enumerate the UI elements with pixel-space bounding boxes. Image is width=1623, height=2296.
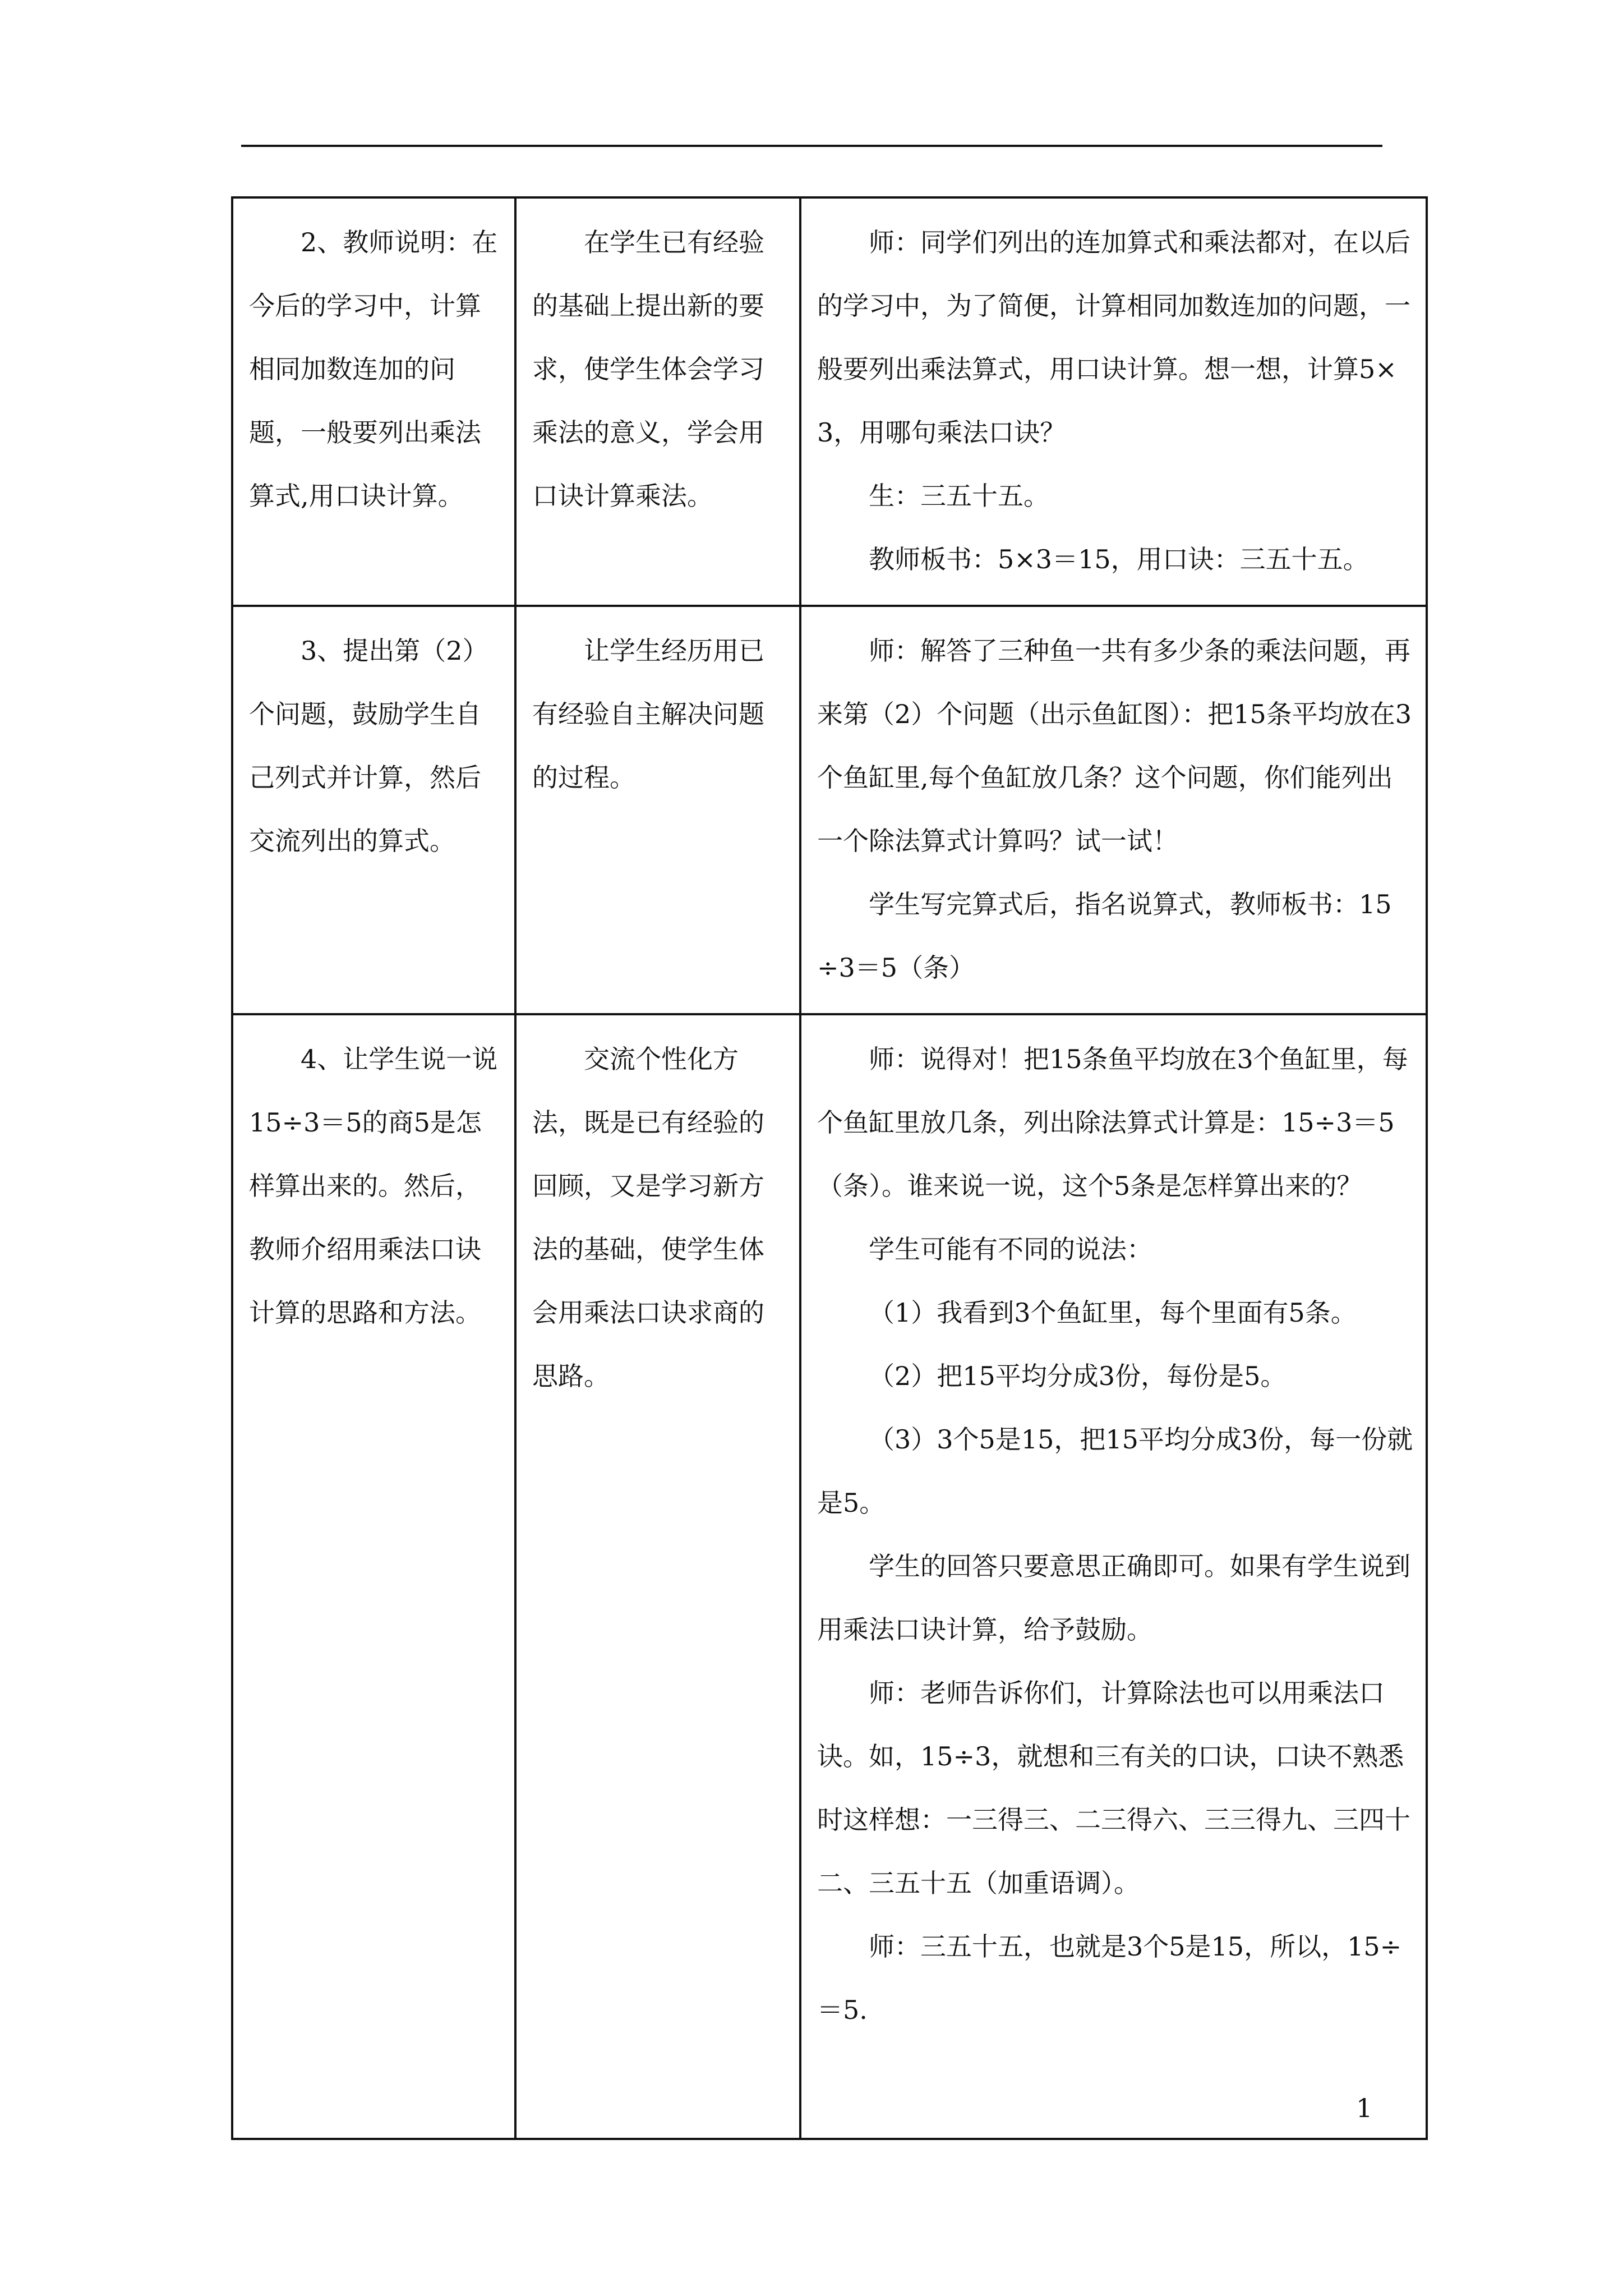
activity-paragraph: 学生的回答只要意思正确即可。如果有学生说到用乘法口诀计算，给予鼓励。 — [817, 1551, 1410, 1645]
header-rule — [241, 145, 1382, 147]
activity-paragraph: 师：说得对！把15条鱼平均放在3个鱼缸里，每个鱼缸里放几条，列出除法算式计算是：15÷3＝5（条）。谁来说一说，这个5条是怎样算出来的？ — [817, 1044, 1408, 1201]
activity-paragraph: 师：同学们列出的连加算式和乘法都对，在以后的学习中，为了简便，计算相同加数连加的问题，一般要列出乘法算式，用口诀计算。想一想，计算5×3，用哪句乘法口诀？ — [817, 227, 1410, 448]
activity-cell — [800, 197, 1427, 606]
step-cell: 4、让学生说一说15÷3＝5的商5是怎样算出来的。然后，教师介绍用乘法口诀计算的思路和方法。 — [232, 1014, 515, 2139]
activity-paragraph: 教师板书：5×3＝15，用口诀：三五十五。 — [869, 544, 1369, 574]
lesson-plan-table — [231, 196, 1428, 2140]
activity-paragraph: 师：老师告诉你们，计算除法也可以用乘法口诀。如，15÷3，就想和三有关的口诀，口诀不熟悉时这样想：一三得三、二三得六、三三得九、三四十二、三五十五（加重语调）。 — [817, 1678, 1410, 1898]
activity-paragraph: （3）3个5是15，把15平均分成3份，每一份就是5。 — [817, 1424, 1413, 1518]
activity-cell — [800, 1014, 1427, 2139]
intent-cell: 让学生经历用已有经验自主解决问题的过程。 — [515, 606, 800, 1014]
intent-cell: 在学生已有经验的基础上提出新的要求，使学生体会学习乘法的意义，学会用口诀计算乘法。 — [515, 197, 800, 606]
activity-paragraph: 学生可能有不同的说法： — [869, 1234, 1152, 1264]
intent-cell: 交流个性化方法，既是已有经验的回顾，又是学习新方法的基础，使学生体会用乘法口诀求商的思路。 — [515, 1014, 800, 2139]
table-row — [232, 1014, 1427, 2139]
activity-paragraph: （2）把15平均分成3份，每份是5。 — [869, 1361, 1287, 1391]
page-number: 1 — [1356, 2093, 1373, 2123]
activity-paragraph: 学生写完算式后，指名说算式，教师板书：15÷3＝5（条） — [817, 889, 1392, 983]
step-cell: 2、教师说明：在今后的学习中，计算相同加数连加的问题，一般要列出乘法算式,用口诀计算。 — [232, 197, 515, 606]
activity-cell — [800, 606, 1427, 1014]
activity-paragraph: （1）我看到3个鱼缸里，每个里面有5条。 — [869, 1297, 1357, 1328]
activity-paragraph: 师：解答了三种鱼一共有多少条的乘法问题，再来第（2）个问题（出示鱼缸图）：把15条平均放在3个鱼缸里,每个鱼缸放几条？这个问题，你们能列出一个除法算式计算吗？试一试！ — [817, 636, 1412, 856]
table-row — [232, 606, 1427, 1014]
activity-paragraph: 师：三五十五，也就是3个5是15，所以，15÷＝5. — [817, 1931, 1402, 2025]
step-cell: 3、提出第（2）个问题，鼓励学生自己列式并计算，然后交流列出的算式。 — [232, 606, 515, 1014]
activity-paragraph: 生：三五十五。 — [869, 481, 1049, 511]
table-row — [232, 197, 1427, 606]
